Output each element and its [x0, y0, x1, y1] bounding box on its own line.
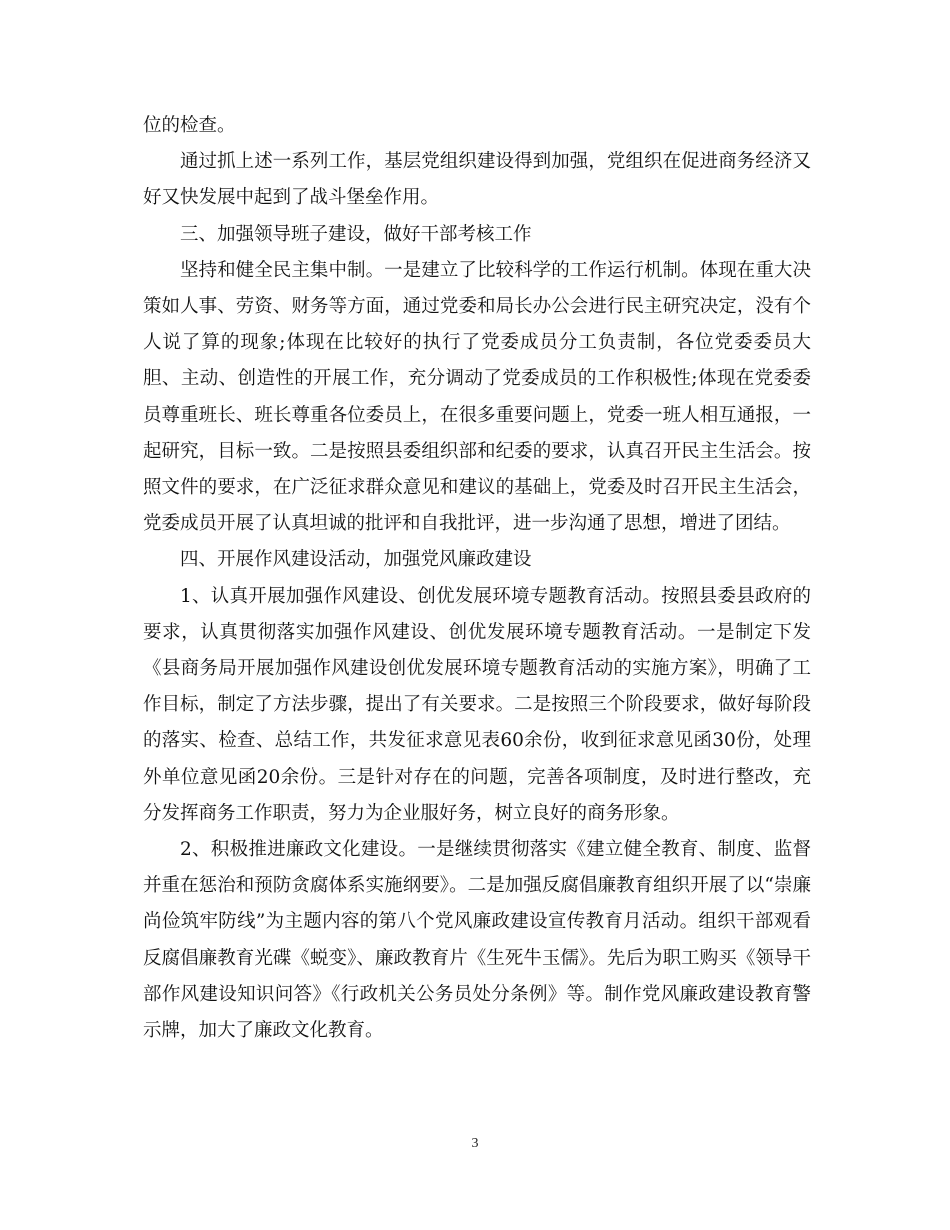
- page-number: 3: [471, 1136, 479, 1151]
- paragraph-work-style: 1、认真开展加强作风建设、创优发展环境专题教育活动。按照县委县政府的要求，认真贯彻落实加强作风建设、创优发展环境专题教育活动。一是制定下发《县商务局开展加强作风建设创优发展环境专题教育活动的实施方案》，明确了工作目标，制定了方法步骤，提出了有关要求。二是按照三个阶段要求，做好每阶段的落实、检查、总结工作，共发征求意见表60余份，收到征求意见函30份，处理外单位意见函20余份。三是针对存在的问题，完善各项制度，及时进行整改，充分发挥商务工作职责，努力为企业服好务，树立良好的商务形象。: [143, 585, 811, 824]
- section-heading-four: 四、开展作风建设活动，加强党风廉政建设: [180, 549, 532, 571]
- paragraph-democratic-centralism: 坚持和健全民主集中制。一是建立了比较科学的工作运行机制。体现在重大决策如人事、劳资、财务等方面，通过党委和局长办公会进行民主研究决定，没有个人说了算的现象;体现在比较好的执行了党委成员分工负责制，各位党委委员大胆、主动、创造性的开展工作，充分调动了党委成员的工作积极性;体现在党委委员尊重班长、班长尊重各位委员上，在很多重要问题上，党委一班人相互通报，一起研究，目标一致。二是按照县委组织部和纪委的要求，认真召开民主生活会。按照文件的要求，在广泛征求群众意见和建议的基础上，党委及时召开民主生活会，党委成员开展了认真坦诚的批评和自我批评，进一步沟通了思想，增进了团结。: [143, 259, 811, 535]
- section-heading-three: 三、加强领导班子建设，做好干部考核工作: [180, 223, 532, 245]
- paragraph-integrity-culture: 2、积极推进廉政文化建设。一是继续贯彻落实《建立健全教育、制度、监督并重在惩治和预防贪腐体系实施纲要》。二是加强反腐倡廉教育组织开展了以“崇廉尚俭筑牢防线”为主题内容的第八个党风廉政建设宣传教育月活动。组织干部观看反腐倡廉教育光碟《蜕变》、廉政教育片《生死牛玉儒》。先后为职工购买《领导干部作风建设知识问答》《行政机关公务员处分条例》等。制作党风廉政建设教育警示牌，加大了廉政文化教育。: [143, 839, 811, 1042]
- paragraph-continuation: 位的检查。: [143, 115, 236, 136]
- document-body: [143, 108, 811, 1049]
- paragraph-summary: 通过抓上述一系列工作，基层党组织建设得到加强，党组织在促进商务经济又好又快发展中起到了战斗堡垒作用。: [143, 151, 811, 209]
